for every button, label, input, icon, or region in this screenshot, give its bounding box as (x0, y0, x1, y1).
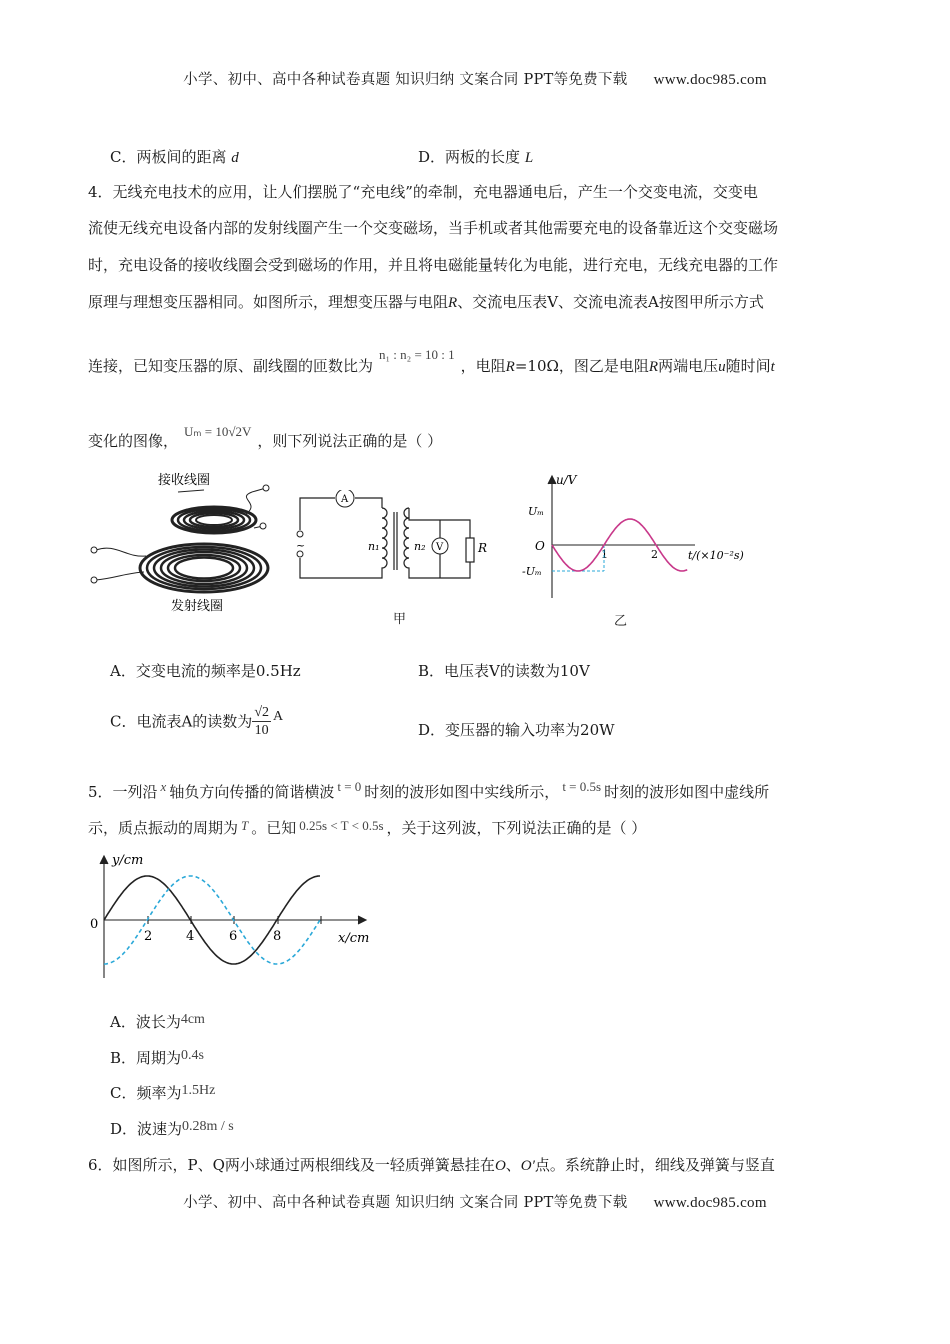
receive-terminal-1 (263, 485, 269, 491)
transmit-coil (96, 544, 268, 592)
q3-option-c: C．两板间的距离 d (110, 148, 239, 166)
q5-option-a: A．波长为4cm (110, 1012, 205, 1031)
n2-label: n₂ (414, 540, 426, 553)
q5-option-d: D．波速为0.28m / s (110, 1119, 234, 1138)
coil-receive-label: 接收线圈 (158, 473, 211, 488)
transmit-terminal-1 (91, 547, 97, 553)
q4-line-1: 4．无线充电技术的应用，让人们摆脱了“充电线”的牵制，充电器通电后，产生一个交变电流，交变电 (88, 183, 758, 201)
q5-line-2: 示，质点振动的周期为 T 。已知 0.25s < T < 0.5s ，关于这列波，下列说法正确的是（ ） (88, 818, 647, 837)
wave-tick-8: 8 (273, 929, 282, 944)
q4-line-6: 变化的图像，Uₘ = 10√2V，则下列说法正确的是（ ） (88, 424, 443, 450)
page-footer (0, 1191, 950, 1212)
q4-line-2: 流使无线充电设备内部的发射线圈产生一个交变磁场，当手机或者其他需要充电的设备靠近这个交变磁场 (88, 219, 779, 237)
footer-title: 小学、初中、高中各种试卷真题 知识归纳 文案合同 PPT等免费下载 (183, 1195, 628, 1211)
graph-origin: O (535, 539, 545, 553)
circuit-figure (290, 490, 500, 590)
footer-site: www.doc985.com (653, 1195, 767, 1211)
graph-ylabel: u/V (556, 473, 577, 487)
resistor-label: R (478, 541, 488, 555)
wave-tick-4: 4 (186, 929, 195, 944)
figure-yi-label: 乙 (614, 614, 628, 629)
wave-tick-2: 2 (144, 929, 153, 944)
graph-tick-2: 2 (651, 548, 658, 561)
wave-xlabel: x/cm (338, 931, 370, 946)
voltmeter-label: V (436, 542, 444, 553)
ammeter-label: A (341, 494, 349, 505)
q6-line-1: 6．如图所示，P、Q两小球通过两根细线及一轻质弹簧悬挂在O、O′点。系统静止时，细线及弹簧与竖直 (88, 1156, 775, 1174)
transmit-terminal-2 (91, 577, 97, 583)
q4-option-d: D．变压器的输入功率为20W (418, 721, 615, 739)
graph-tick-1: 1 (601, 548, 608, 561)
coil-transmit-label: 发射线圈 (171, 599, 224, 614)
graph-neg-um: -Uₘ (522, 565, 542, 578)
graph-um: Uₘ (528, 505, 545, 518)
wave-graph (86, 848, 386, 983)
q4-line-3: 时，充电设备的接收线圈会受到磁场的作用，并且将电磁能量转化为电能，进行充电，无线充电器的工作 (88, 256, 779, 274)
q5-option-c: C．频率为1.5Hz (110, 1083, 216, 1102)
n1-label: n₁ (368, 540, 380, 553)
wave-tick-6: 6 (229, 929, 238, 944)
turns-ratio: n₁ : n₂ = 10 : 1 (379, 347, 455, 362)
coils-figure (86, 468, 286, 618)
wave-ylabel: y/cm (112, 853, 144, 868)
page-header (0, 68, 950, 89)
receive-terminal-2 (260, 523, 266, 529)
receive-coil (172, 488, 266, 533)
figure-jia-label: 甲 (393, 612, 407, 627)
peak-voltage: Uₘ = 10√2V (184, 424, 252, 439)
voltage-graph (520, 470, 760, 605)
q4-line-4: 原理与理想变压器相同。如图所示，理想变压器与电阻R、交流电压表V、交流电流表A按图甲所示方式 (88, 293, 764, 311)
q3-option-d: D．两板的长度 L (418, 148, 534, 166)
q4-option-a: A．交变电流的频率是0.5Hz (110, 662, 301, 680)
wave-origin: 0 (90, 917, 99, 932)
header-title: 小学、初中、高中各种试卷真题 知识归纳 文案合同 PPT等免费下载 (183, 72, 628, 88)
graph-xlabel: t/(×10⁻²s) (688, 549, 744, 562)
q4-line-5: 连接，已知变压器的原、副线圈的匝数比为n₁ : n₂ = 10 : 1，电阻R=10Ω，图乙是电阻R两端电压u随时间t (88, 347, 775, 375)
q4-option-c: C．电流表A的读数为 $\frac{√2}{10}$ A (110, 705, 284, 738)
q5-option-b: B．周期为0.4s (110, 1048, 204, 1067)
q4-option-b: B．电压表V的读数为10V (418, 662, 590, 680)
header-site: www.doc985.com (653, 72, 767, 88)
q5-line-1: 5．一列沿 x 轴负方向传播的简谐横波 t = 0 时刻的波形如图中实线所示， t = 0.5s 时刻的波形如图中虚线所 (88, 779, 770, 801)
ac-symbol: ~ (296, 539, 306, 552)
